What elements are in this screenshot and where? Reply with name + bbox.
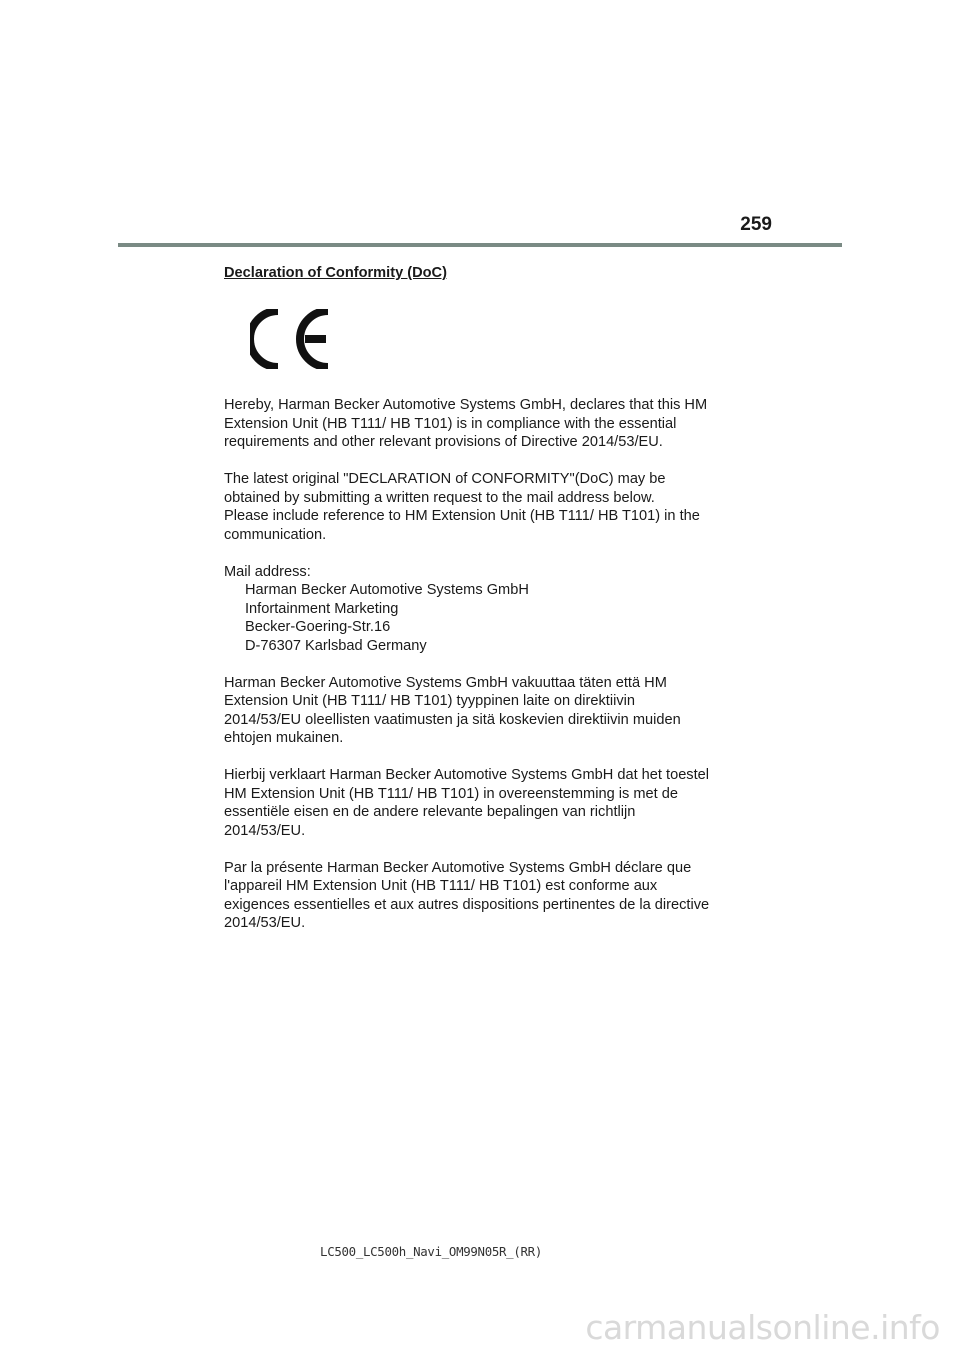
text-line: Please include reference to HM Extension Unit (HB T111/ HB T101) in the — [224, 508, 700, 524]
mail-address-label: Mail address: — [224, 563, 311, 580]
text-line: Hereby, Harman Becker Automotive Systems GmbH, declares that this HM — [224, 397, 708, 413]
latest-doc-paragraph — [224, 470, 744, 544]
text-line: communication. — [224, 526, 327, 543]
text-line: essentiële eisen en de andere relevante bepalingen van richtlijn — [224, 804, 636, 820]
finnish-paragraph — [224, 674, 744, 748]
section-title: Declaration of Conformity (DoC) — [224, 265, 447, 281]
text-line: Hierbij verklaart Harman Becker Automotive Systems GmbH dat het toestel — [224, 767, 710, 783]
text-line: Extension Unit (HB T111/ HB T101) is in compliance with the essential — [224, 415, 677, 432]
document-body — [224, 396, 744, 951]
dutch-paragraph — [224, 766, 744, 840]
document-code: LC500_LC500h_Navi_OM99N05R_(RR) — [320, 1244, 542, 1259]
text-line: requirements and other relevant provisions of Directive 2014/53/EU. — [224, 434, 663, 450]
text-line: 2014/53/EU oleellisten vaatimusten ja sitä koskevien direktiivin muiden — [224, 711, 681, 728]
text-line: obtained by submitting a written request to the mail address below. — [224, 489, 655, 506]
text-line: Par la présente Harman Becker Automotive Systems GmbH déclare que — [224, 859, 692, 876]
text-line: exigences essentielles et aux autres dispositions pertinentes de la directive — [224, 896, 710, 913]
mail-address-block — [224, 563, 744, 656]
text-line: 2014/53/EU. — [224, 915, 306, 931]
ce-mark-icon — [250, 309, 332, 369]
french-paragraph — [224, 859, 744, 933]
address-line: D-76307 Karlsbad Germany — [245, 637, 427, 654]
text-line: HM Extension Unit (HB T111/ HB T101) in overeenstemming is met de — [224, 785, 678, 802]
text-line: Extension Unit (HB T111/ HB T101) tyyppinen laite on direktiivin — [224, 693, 635, 709]
header-rule — [118, 243, 842, 247]
declaration-paragraph — [224, 396, 744, 452]
text-line: 2014/53/EU. — [224, 822, 306, 839]
address-line: Harman Becker Automotive Systems GmbH — [245, 582, 529, 598]
watermark: carmanualsonline.info — [585, 1308, 940, 1347]
address-line: Infortainment Marketing — [245, 600, 399, 617]
text-line: ehtojen mukainen. — [224, 730, 344, 746]
text-line: l'appareil HM Extension Unit (HB T111/ HB T101) est conforme aux — [224, 878, 658, 894]
page-number: 259 — [740, 214, 772, 235]
section-header — [224, 264, 744, 283]
text-line: The latest original "DECLARATION of CONFORMITY"(DoC) may be — [224, 471, 666, 487]
address-line: Becker-Goering-Str.16 — [245, 619, 391, 635]
text-line: Harman Becker Automotive Systems GmbH vakuuttaa täten että HM — [224, 674, 667, 691]
